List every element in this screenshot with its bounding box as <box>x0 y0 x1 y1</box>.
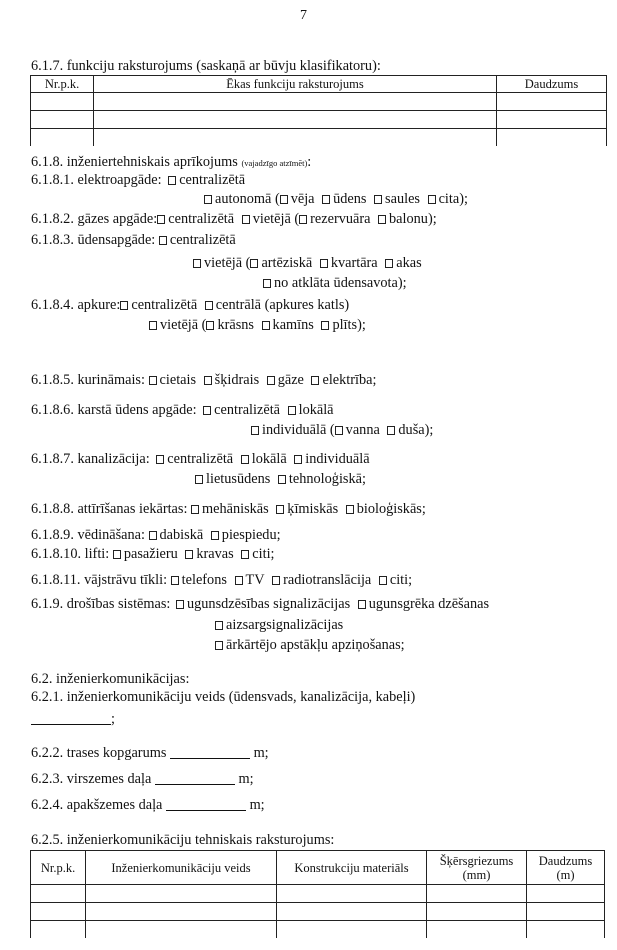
table-cell[interactable] <box>277 921 427 938</box>
row-treatment: 6.1.8.8. attīrīšanas iekārtas: mehāniskās ķīmiskās bioloģiskās; <box>31 501 426 517</box>
checkbox-quaternary[interactable] <box>320 259 328 268</box>
checkbox-central-boiler[interactable] <box>205 301 213 310</box>
table-cell[interactable] <box>527 885 605 903</box>
checkbox-passenger[interactable] <box>113 550 121 559</box>
checkbox-centralized[interactable] <box>156 455 164 464</box>
table-cell[interactable] <box>31 921 86 938</box>
checkbox-centralized[interactable] <box>157 215 165 224</box>
row-water-supply: 6.1.8.3. ūdensapgāde: centralizētā <box>31 232 236 248</box>
underground-field[interactable] <box>166 798 246 811</box>
checkbox-radio[interactable] <box>272 576 280 585</box>
checkbox-fire-alarm[interactable] <box>176 600 184 609</box>
table-cell[interactable] <box>527 921 605 938</box>
checkbox-local[interactable] <box>288 406 296 415</box>
table-cell[interactable] <box>86 885 277 903</box>
checkbox-reservoir[interactable] <box>299 215 307 224</box>
table-row <box>31 885 605 903</box>
checkbox-other[interactable] <box>428 195 436 204</box>
line-6-2-3: 6.2.3. virszemes daļa m; <box>31 771 254 787</box>
row-electricity: 6.1.8.1. elektroapgāde: centralizētā <box>31 172 246 188</box>
checkbox-wind[interactable] <box>280 195 288 204</box>
row-hot-water-cont: individuālā ( vanna duša); <box>251 422 433 438</box>
col-header-type: Inženierkomunikāciju veids <box>86 851 277 885</box>
checkbox-mechanical[interactable] <box>191 505 199 514</box>
table-cell[interactable] <box>31 129 94 146</box>
table-cell[interactable] <box>527 903 605 921</box>
checkbox-telephone[interactable] <box>171 576 179 585</box>
checkbox-fireplace[interactable] <box>262 321 270 330</box>
checkbox-other[interactable] <box>379 576 387 585</box>
building-functions-table <box>30 75 607 146</box>
table-row <box>31 111 607 129</box>
row-safety-systems-cont: aizsargsignalizācijas <box>215 617 343 633</box>
checkbox-tv[interactable] <box>235 576 243 585</box>
row-water-supply-cont2: no atklāta ūdensavota); <box>263 275 407 291</box>
row-sewerage-cont: lietusūdens tehnoloģiskā; <box>195 471 366 487</box>
checkbox-solid[interactable] <box>149 376 157 385</box>
table-cell[interactable] <box>497 93 607 111</box>
row-sewerage: 6.1.8.7. kanalizācija: centralizētā lokālā individuālā <box>31 451 370 467</box>
checkbox-water[interactable] <box>322 195 330 204</box>
row-ventilation: 6.1.8.9. vēdināšana: dabiskā piespiedu; <box>31 527 281 543</box>
table-row <box>31 903 605 921</box>
line-6-2-4: 6.2.4. apakšzemes daļa m; <box>31 797 265 813</box>
checkbox-solar[interactable] <box>374 195 382 204</box>
checkbox-centralized[interactable] <box>168 176 176 185</box>
checkbox-biological[interactable] <box>346 505 354 514</box>
checkbox-centralized[interactable] <box>203 406 211 415</box>
checkbox-centralized[interactable] <box>120 301 128 310</box>
table-cell[interactable] <box>31 93 94 111</box>
table-cell[interactable] <box>94 93 497 111</box>
col-header-nr: Nr.p.k. <box>31 76 94 93</box>
checkbox-individual[interactable] <box>251 426 259 435</box>
checkbox-technological[interactable] <box>278 475 286 484</box>
line-6-2-5: 6.2.5. inženierkomunikāciju tehniskais raksturojums: <box>31 832 335 848</box>
checkbox-cylinders[interactable] <box>378 215 386 224</box>
checkbox-cargo[interactable] <box>185 550 193 559</box>
checkbox-cooker[interactable] <box>321 321 329 330</box>
row-safety-systems: 6.1.9. drošības sistēmas: ugunsdzēsības signalizācijas ugunsgrēka dzēšanas <box>31 596 490 612</box>
checkbox-shower[interactable] <box>387 426 395 435</box>
row-electricity-cont: autonomā ( vēja ūdens saules cita); <box>204 191 468 207</box>
checkbox-local[interactable] <box>193 259 201 268</box>
table-cell[interactable] <box>94 129 497 146</box>
utilities-table <box>30 850 605 938</box>
table-cell[interactable] <box>277 885 427 903</box>
section-heading-6-1-8: 6.1.8. inženiertehniskais aprīkojums (vajadzīgo atzīmēt): <box>31 154 312 170</box>
checkbox-centralized[interactable] <box>159 236 167 245</box>
section-heading-6-1-7: 6.1.7. funkciju raksturojums (saskaņā ar būvju klasifikatoru): <box>31 58 381 74</box>
row-heating-cont: vietējā ( krāsns kamīns plīts); <box>149 317 366 333</box>
checkbox-bath[interactable] <box>335 426 343 435</box>
table-cell[interactable] <box>427 885 527 903</box>
col-header-quantity: Daudzums (m) <box>527 851 605 885</box>
col-header-nr: Nr.p.k. <box>31 851 86 885</box>
row-low-voltage: 6.1.8.11. vājstrāvu tīkli: telefons TV radiotranslācija citi; <box>31 572 413 588</box>
checkbox-autonomous[interactable] <box>204 195 212 204</box>
checkbox-other[interactable] <box>241 550 249 559</box>
checkbox-local[interactable] <box>242 215 250 224</box>
line-6-2-2: 6.2.2. trases kopgarums m; <box>31 745 269 761</box>
row-safety-systems-cont2: ārkārtējo apstākļu apziņošanas; <box>215 637 405 653</box>
table-cell[interactable] <box>31 885 86 903</box>
table-row <box>31 921 605 938</box>
checkbox-local[interactable] <box>149 321 157 330</box>
page-number: 7 <box>300 8 307 23</box>
table-cell[interactable] <box>94 111 497 129</box>
table-cell[interactable] <box>497 129 607 146</box>
checkbox-stove[interactable] <box>206 321 214 330</box>
checkbox-electricity[interactable] <box>311 376 319 385</box>
table-cell[interactable] <box>497 111 607 129</box>
row-hot-water: 6.1.8.6. karstā ūdens apgāde: centralizētā lokālā <box>31 402 334 418</box>
col-header-cross-section: Šķērsgriezums (mm) <box>427 851 527 885</box>
table-row <box>31 93 607 111</box>
checkbox-rainwater[interactable] <box>195 475 203 484</box>
table-cell[interactable] <box>277 903 427 921</box>
route-length-field[interactable] <box>170 746 250 759</box>
checkbox-local[interactable] <box>241 455 249 464</box>
checkbox-natural[interactable] <box>149 531 157 540</box>
table-cell[interactable] <box>86 921 277 938</box>
checkbox-emergency-notification[interactable] <box>215 641 223 650</box>
checkbox-gas[interactable] <box>267 376 275 385</box>
checkbox-artesian[interactable] <box>250 259 258 268</box>
section-heading-6-2: 6.2. inženierkomunikācijas: <box>31 671 190 687</box>
checkbox-open-source[interactable] <box>263 279 271 288</box>
checkbox-forced[interactable] <box>211 531 219 540</box>
row-lifts: 6.1.8.10. lifti: pasažieru kravas citi; <box>31 546 275 562</box>
comm-type-field[interactable] <box>31 712 111 725</box>
checkbox-chemical[interactable] <box>276 505 284 514</box>
checkbox-individual[interactable] <box>294 455 302 464</box>
checkbox-well[interactable] <box>385 259 393 268</box>
table-row <box>31 129 607 146</box>
row-water-supply-cont: vietējā ( artēziskā kvartāra akas <box>193 255 422 271</box>
row-gas: 6.1.8.2. gāzes apgāde: centralizētā vietējā ( rezervuāra balonu); <box>31 211 437 227</box>
table-cell[interactable] <box>427 921 527 938</box>
line-6-2-1: 6.2.1. inženierkomunikāciju veids (ūdensvads, kanalizācija, kabeļi) <box>31 689 416 705</box>
row-fuel: 6.1.8.5. kurināmais: cietais šķidrais gāze elektrība; <box>31 372 377 388</box>
above-ground-field[interactable] <box>155 772 235 785</box>
checkbox-fire-extinguishing[interactable] <box>358 600 366 609</box>
line-6-2-1-field: ; <box>31 711 115 727</box>
checkbox-liquid[interactable] <box>204 376 212 385</box>
note-mark-required: (vajadzīgo atzīmēt) <box>241 158 308 168</box>
table-cell[interactable] <box>86 903 277 921</box>
col-header-function: Ēkas funkciju raksturojums <box>94 76 497 93</box>
table-cell[interactable] <box>427 903 527 921</box>
table-cell[interactable] <box>31 903 86 921</box>
table-cell[interactable] <box>31 111 94 129</box>
col-header-quantity: Daudzums <box>497 76 607 93</box>
col-header-material: Konstrukciju materiāls <box>277 851 427 885</box>
row-heating: 6.1.8.4. apkure: centralizētā centrālā (apkures katls) <box>31 297 350 313</box>
checkbox-security-alarm[interactable] <box>215 621 223 630</box>
